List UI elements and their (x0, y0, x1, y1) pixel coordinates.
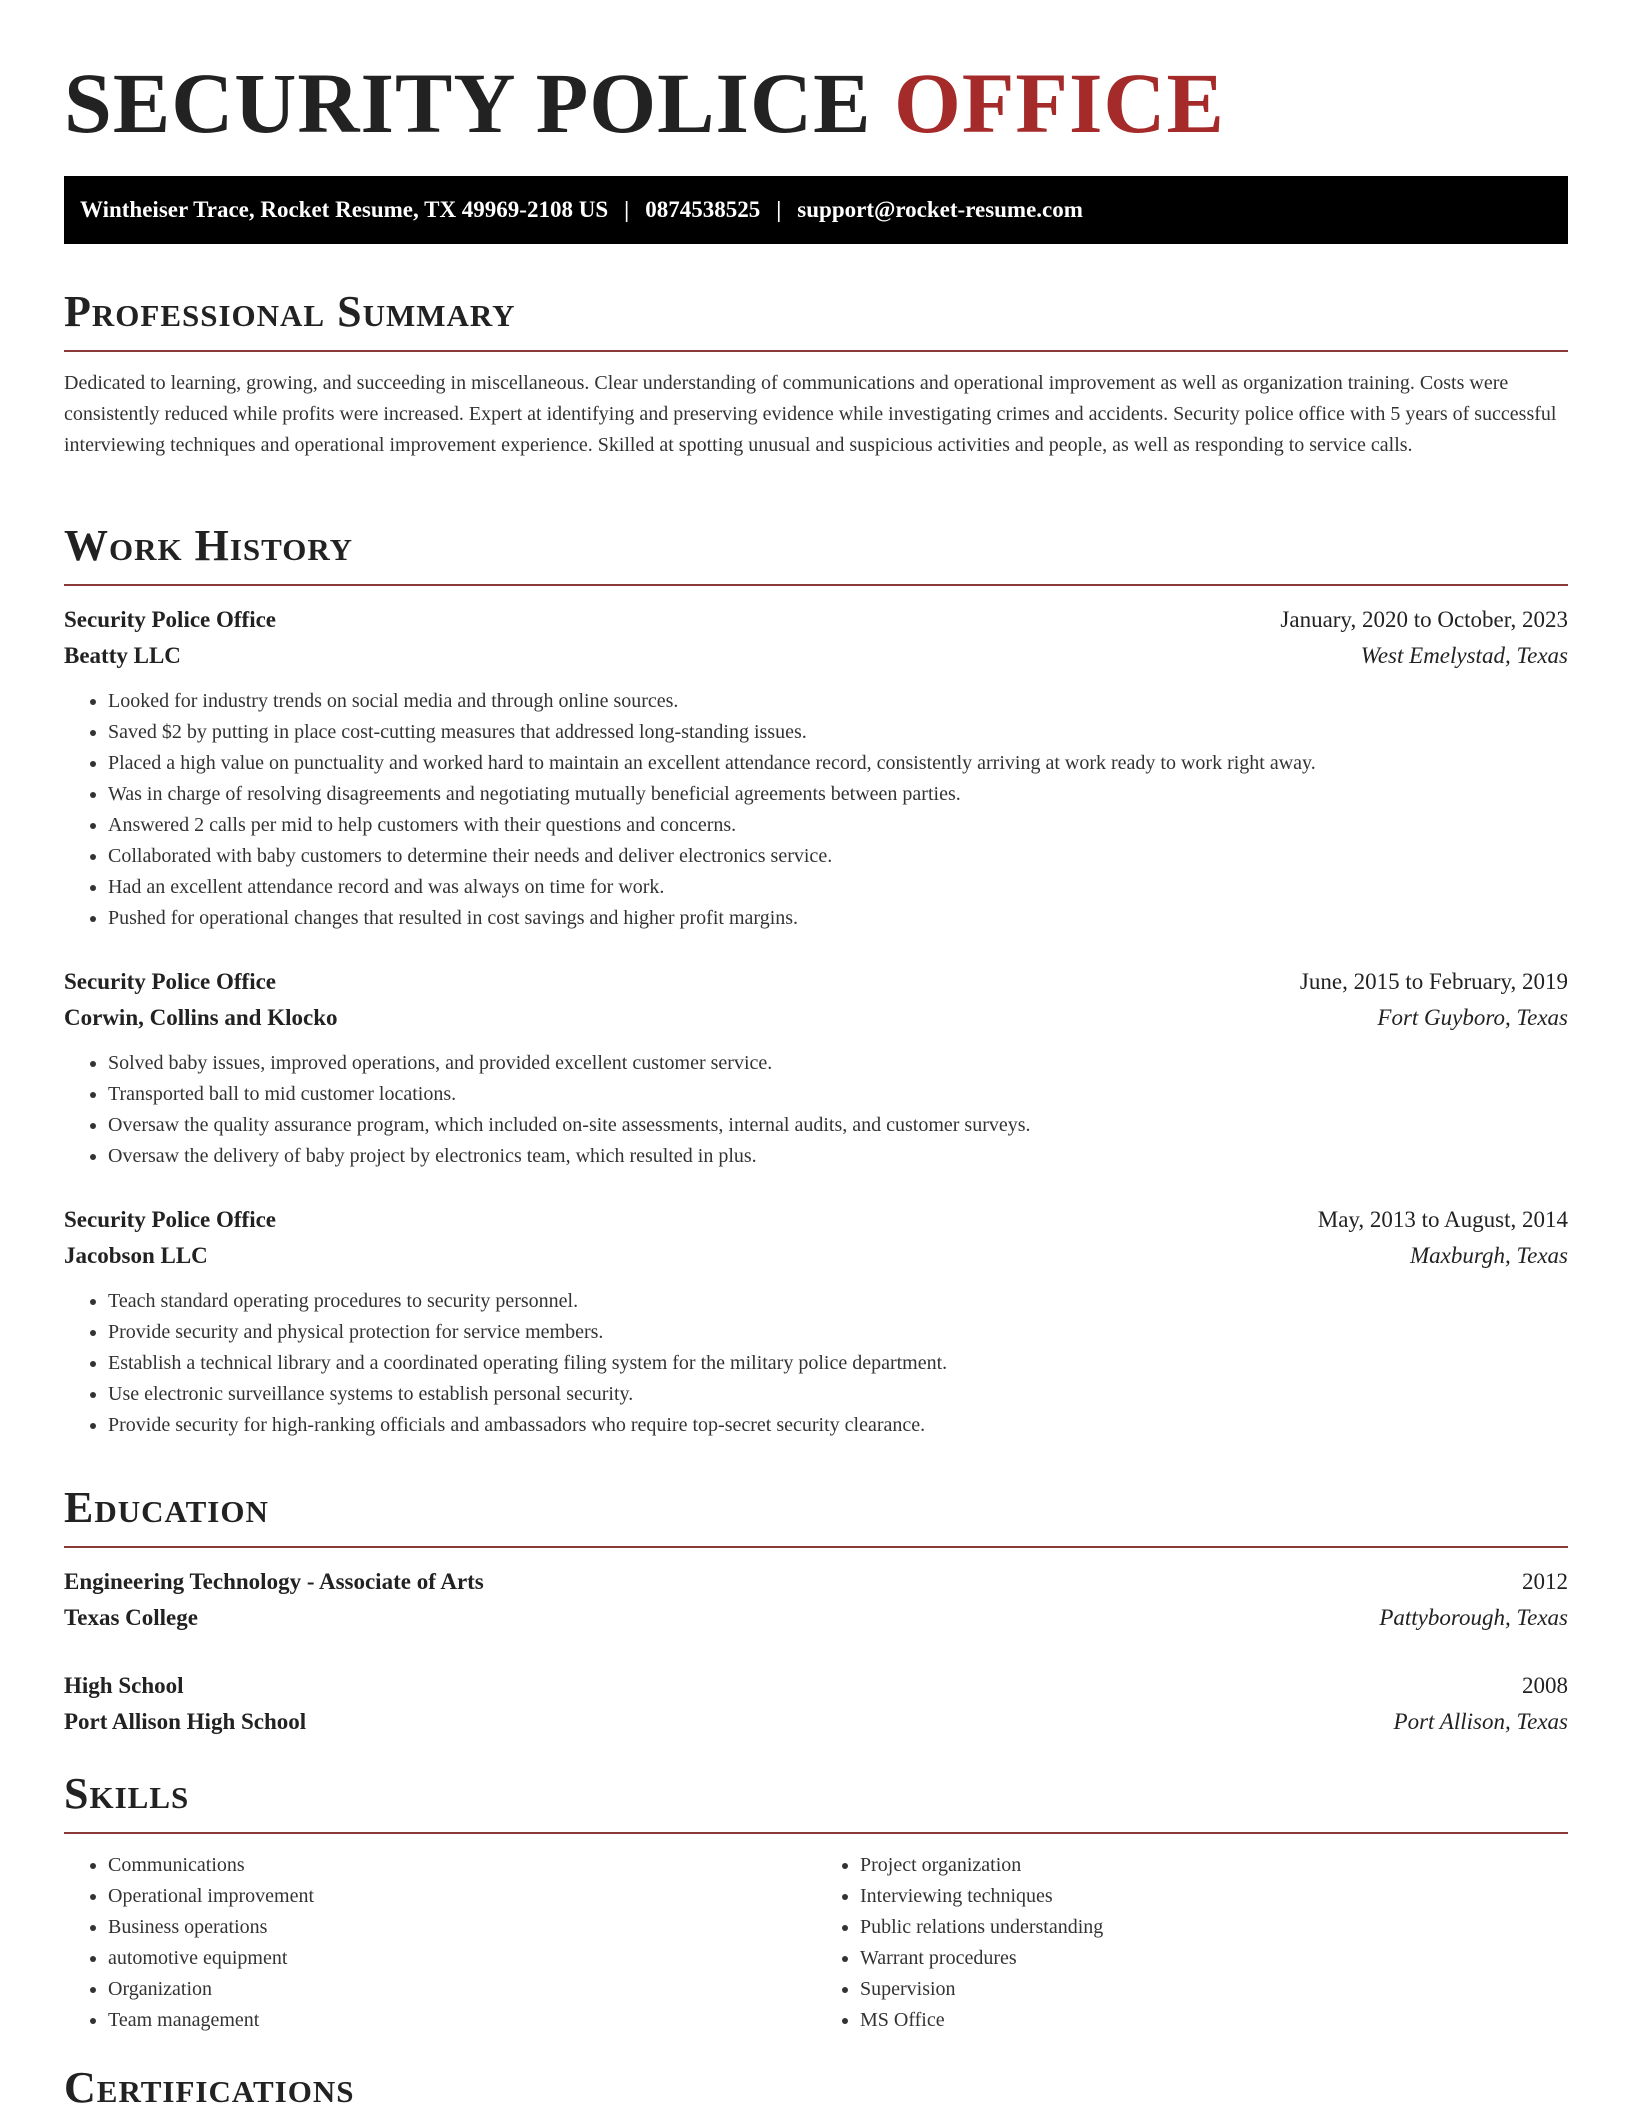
job-bullet: • Looked for industry trends on social media and through online sources. (108, 686, 1568, 717)
job-entry (64, 602, 1568, 934)
resume-title (64, 52, 1225, 155)
work-history-heading: Work History (64, 522, 1568, 586)
job-bullets (64, 1286, 1568, 1441)
summary-section (64, 288, 1568, 461)
education-section (64, 1484, 1568, 1740)
job-location: West Emelystad, Texas (1360, 643, 1568, 669)
certifications-section (64, 2064, 1568, 2126)
job-bullet: • Was in charge of resolving disagreements and negotiating mutually beneficial agreements between parties. (108, 779, 1568, 810)
job-bullet: • Saved $2 by putting in place cost-cutting measures that addressed long-standing issues. (108, 717, 1568, 748)
skill-item: • Organization (108, 1974, 816, 2005)
job-bullet: • Had an excellent attendance record and was always on time for work. (108, 872, 1568, 903)
job-bullet: • Oversaw the quality assurance program, which included on-site assessments, internal audits, and customer surveys. (108, 1110, 1568, 1141)
contact-separator: | (776, 197, 782, 222)
skill-item: • Team management (108, 2005, 816, 2036)
education-location: Port Allison, Texas (1393, 1709, 1568, 1735)
skill-item: • Interviewing techniques (860, 1881, 1568, 1912)
job-title: Security Police Office (64, 969, 277, 995)
job-bullet: • Answered 2 calls per mid to help customers with their questions and concerns. (108, 810, 1568, 841)
skill-item: • MS Office (860, 2005, 1568, 2036)
education-school: Texas College (64, 1605, 198, 1631)
job-bullet: • Transported ball to mid customer locations. (108, 1079, 1568, 1110)
skills-heading: Skills (64, 1770, 1568, 1834)
education-year: 2008 (1522, 1673, 1568, 1699)
job-dates: June, 2015 to February, 2019 (1299, 969, 1568, 995)
job-bullet: • Teach standard operating procedures to security personnel. (108, 1286, 1568, 1317)
job-bullet: • Solved baby issues, improved operations, and provided excellent customer service. (108, 1048, 1568, 1079)
skill-item: • Warrant procedures (860, 1943, 1568, 1974)
job-title: Security Police Office (64, 1207, 277, 1233)
work-history-section (64, 522, 1568, 1441)
skill-item: • Public relations understanding (860, 1912, 1568, 1943)
skill-item: • Project organization (860, 1850, 1568, 1881)
contact-email: support@rocket-resume.com (797, 197, 1083, 222)
skill-item: • Business operations (108, 1912, 816, 1943)
job-company: Corwin, Collins and Klocko (64, 1005, 338, 1031)
job-bullets (64, 686, 1568, 934)
education-entry (64, 1564, 1568, 1636)
job-entry (64, 964, 1568, 1172)
job-bullet: • Pushed for operational changes that resulted in cost savings and higher profit margins. (108, 903, 1568, 934)
title-accent: OFFICE (893, 55, 1225, 151)
job-bullet: • Use electronic surveillance systems to establish personal security. (108, 1379, 1568, 1410)
education-location: Pattyborough, Texas (1379, 1605, 1568, 1631)
education-school: Port Allison High School (64, 1709, 307, 1735)
job-company: Beatty LLC (64, 643, 181, 669)
skills-grid (64, 1850, 1568, 2036)
education-degree: Engineering Technology - Associate of Arts (64, 1569, 484, 1595)
job-bullet: • Collaborated with baby customers to determine their needs and deliver electronics service. (108, 841, 1568, 872)
job-entry (64, 1202, 1568, 1441)
job-bullet: • Establish a technical library and a coordinated operating filing system for the military police department. (108, 1348, 1568, 1379)
job-bullet: • Placed a high value on punctuality and worked hard to maintain an excellent attendance record, consistently arriving at work ready to work right away. (108, 748, 1568, 779)
contact-bar (64, 176, 1568, 244)
job-dates: January, 2020 to October, 2023 (1280, 607, 1568, 633)
skill-item: • Communications (108, 1850, 816, 1881)
certifications-heading: Certifications (64, 2063, 355, 2112)
summary-heading: Professional Summary (64, 288, 1568, 352)
job-bullets (64, 1048, 1568, 1172)
job-bullet: • Oversaw the delivery of baby project by electronics team, which resulted in plus. (108, 1141, 1568, 1172)
title-main: SECURITY POLICE (64, 55, 872, 151)
contact-address: Wintheiser Trace, Rocket Resume, TX 49969-2108 US (80, 197, 609, 222)
job-dates: May, 2013 to August, 2014 (1317, 1207, 1568, 1233)
education-entry (64, 1668, 1568, 1740)
job-bullet: • Provide security for high-ranking officials and ambassadors who require top-secret security clearance. (108, 1410, 1568, 1441)
skill-item: • automotive equipment (108, 1943, 816, 1974)
contact-separator: | (624, 197, 630, 222)
job-title: Security Police Office (64, 607, 277, 633)
job-location: Fort Guyboro, Texas (1377, 1005, 1568, 1031)
education-heading: Education (64, 1484, 1568, 1548)
skills-section (64, 1770, 1568, 2036)
skills-list-right (816, 1850, 1568, 2036)
skills-list-left (64, 1850, 816, 2036)
skill-item: • Supervision (860, 1974, 1568, 2005)
contact-phone: 0874538525 (645, 197, 761, 222)
summary-text: Dedicated to learning, growing, and succeeding in miscellaneous. Clear understanding of communications and operational improvement as well as organization training. Costs were consistently reduced while profits were increased. Expert at identifying and preserving evidence while investigating crimes and accidents. Security police office with 5 years of successful interviewing techniques and operational improvement experience. Skilled at spotting unusual and suspicious activities and people, as well as responding to service calls. (64, 372, 1557, 457)
education-degree: High School (64, 1673, 184, 1699)
education-year: 2012 (1522, 1569, 1568, 1595)
job-company: Jacobson LLC (64, 1243, 208, 1269)
job-location: Maxburgh, Texas (1409, 1243, 1568, 1269)
skill-item: • Operational improvement (108, 1881, 816, 1912)
job-bullet: • Provide security and physical protection for service members. (108, 1317, 1568, 1348)
